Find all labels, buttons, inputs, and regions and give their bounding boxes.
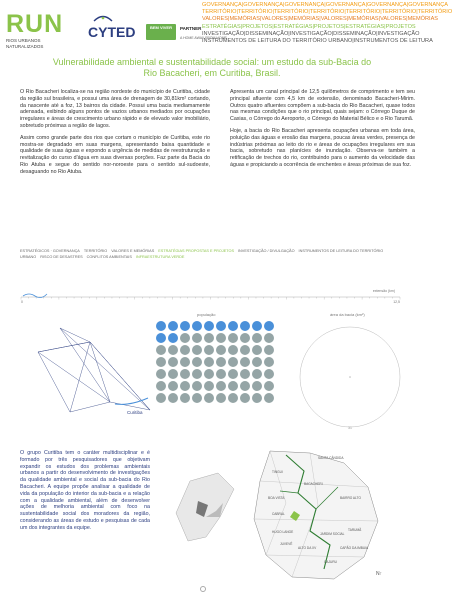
population-dot bbox=[180, 333, 190, 343]
population-dot bbox=[216, 321, 226, 331]
population-dot bbox=[204, 393, 214, 403]
district-label: HUGO LANGE bbox=[272, 530, 294, 534]
population-dot bbox=[192, 333, 202, 343]
population-dot bbox=[264, 321, 274, 331]
district-label: BACACHERI bbox=[304, 482, 323, 486]
basin-network-diagram bbox=[30, 322, 165, 422]
population-dot bbox=[180, 393, 190, 403]
category-nav-item[interactable]: ESTRATÉGICOS · GOVERNANÇA bbox=[20, 249, 80, 253]
population-dot bbox=[180, 357, 190, 367]
population-dot bbox=[192, 321, 202, 331]
cyted-logo: CYTED bbox=[88, 24, 136, 40]
population-dot bbox=[168, 393, 178, 403]
population-dot bbox=[204, 345, 214, 355]
category-nav-row-2 bbox=[20, 255, 188, 259]
category-nav-item[interactable]: INSTRUMENTOS DE LEITURA DO TERRITÓRIO bbox=[298, 249, 384, 253]
population-dot bbox=[252, 381, 262, 391]
population-dot bbox=[204, 333, 214, 343]
category-nav-item[interactable]: INFRAESTRUTURA VERDE bbox=[135, 255, 185, 259]
group-paragraph: O grupo Curitiba tem o caráter multidisciplinar e é formado por três pesquisadores que objetivam expandir os estudos dos problemas ambientais urbanos a partir do desenvolvimento de investigações da qualidade ambiental e social da sub-bacia do Rio Bacacheri. A equipe propõe analisar a qualidade de vida da população do interior da sub-bacia e a relação com a qualidade ambiental, além de desenvolver ações de melhoria ambiental com foco na sustentabilidade social dos moradores da região, considerando as áreas de estudo e pesquisas de cada um dos integrantes da equipe. bbox=[20, 450, 150, 531]
category-nav-item[interactable]: RISCO DE DESASTRES bbox=[40, 255, 83, 259]
population-dot bbox=[240, 345, 250, 355]
page-title bbox=[10, 57, 414, 79]
state-outline bbox=[176, 473, 234, 541]
category-nav-item[interactable]: CONFLITOS AMBIENTAIS bbox=[86, 255, 132, 259]
population-label: população bbox=[197, 312, 216, 317]
population-dot bbox=[252, 369, 262, 379]
population-dot bbox=[156, 321, 166, 331]
population-dot bbox=[180, 345, 190, 355]
population-dot bbox=[252, 357, 262, 367]
population-dot bbox=[240, 393, 250, 403]
intro-paragraph-4: Hoje, a bacia do Rio Bacacheri apresenta ocupações urbanas em toda área, poluição das águas e erosão das margens, poucas áreas verdes, presença de indústrias próximas ao leito do rio e áreas de ocupações irregulares em sua bacia, sobretudo nas planícies de inundação. Observa-se também a retificação de trechos do rio, contribuindo para o aumento da velocidade das águas e propiciando a ocorrência de enchentes e áreas próximas de sua foz. bbox=[230, 127, 415, 168]
population-dot bbox=[240, 321, 250, 331]
population-dot bbox=[252, 333, 262, 343]
district-label: TARUMÃ bbox=[348, 528, 362, 532]
population-dot bbox=[156, 393, 166, 403]
population-dot bbox=[228, 381, 238, 391]
category-nav-item[interactable]: TERRITÓRIO bbox=[83, 249, 108, 253]
district-label: JARDIM SOCIAL bbox=[320, 532, 345, 536]
river-length-scale bbox=[15, 268, 410, 304]
intro-paragraph-1: O Rio Bacacheri localiza-se na região nordeste do município de Curitiba, cidade da região sul brasileira, e possui uma área de drenagem de 30,81km² cortando, da nascente até a foz, 13 bairros da cidade. Possui uma bacia mediamamente adensada, exibindo alguns pontos de vazios urbanos mediados por ocupações irregulares e áreas de crescimento urbano rápido e de elevado valor imobiliário, sobretudo próximas a região de lagos. bbox=[20, 89, 210, 129]
district-label: BOA VISTA bbox=[268, 496, 285, 500]
population-dot bbox=[156, 369, 166, 379]
population-dot bbox=[180, 321, 190, 331]
population-dot bbox=[228, 321, 238, 331]
category-nav-item[interactable]: URBANO bbox=[20, 255, 37, 259]
theme-tag-line: ESTRATÉGIAS|PROJETOS|ESTRATÉGIAS|PROJETOS|ESTRATÉGIAS|PROJETOS bbox=[202, 23, 416, 30]
bem-viver-logo: BEM VIVER bbox=[146, 24, 176, 40]
population-dot-grid bbox=[155, 320, 280, 422]
theme-tag-line: TERRITÓRIO|TERRITÓRIO|TERRITÓRIO|TERRITÓRIO|TERRITÓRIO|TERRITÓRIO|TERRITÓRIO bbox=[202, 9, 452, 16]
district-label: TINGUI bbox=[272, 470, 283, 474]
theme-tag-line: VALORES|MEMÓRIAS|VALORES|MEMÓRIAS|VALORES|MEMÓRIAS|VALORES|MEMÓRIAS bbox=[202, 16, 439, 23]
population-dot bbox=[204, 357, 214, 367]
population-dot bbox=[216, 345, 226, 355]
population-dot bbox=[216, 381, 226, 391]
population-dot bbox=[252, 393, 262, 403]
run-logo: RUN bbox=[6, 10, 64, 38]
population-dot bbox=[228, 345, 238, 355]
population-dot bbox=[228, 357, 238, 367]
population-dot bbox=[264, 369, 274, 379]
population-dot bbox=[156, 333, 166, 343]
cyted-logo-mark-icon bbox=[92, 14, 114, 23]
basin-map bbox=[168, 445, 418, 585]
population-dot bbox=[192, 393, 202, 403]
theme-tag-lines bbox=[202, 2, 452, 45]
population-dot bbox=[264, 333, 274, 343]
partner-logo-subtitle: A HOME AWAY FROM HOME bbox=[180, 36, 227, 40]
population-dot bbox=[240, 369, 250, 379]
population-dot bbox=[192, 357, 202, 367]
theme-tag-line: INVESTIGAÇÃO|DISSEMINAÇÃO|INVESTIGAÇÃO|DISSEMINAÇÃO|INVESTIGAÇÃO bbox=[202, 30, 420, 37]
district-label: CAPÃO DA IMBUIA bbox=[340, 546, 369, 550]
theme-tag-line: INSTRUMENTOS DE LEITURA DO TERRITÓRIO URBANO|INSTRUMENTOS DE LEITURA bbox=[202, 38, 433, 45]
run-logo-subtitle: RIOS URBANOS NATURALIZADOS bbox=[6, 38, 44, 49]
district-label: JUVEVÊ bbox=[280, 542, 293, 546]
intro-column-right bbox=[230, 89, 415, 174]
population-dot bbox=[168, 345, 178, 355]
area-center-dot bbox=[349, 376, 351, 378]
district-label: SANTA CÂNDIDA bbox=[318, 456, 344, 460]
theme-tag-line: GOVERNANÇA|GOVERNANÇA|GOVERNANÇA|GOVERNANÇA|GOVERNANÇA|GOVERNANÇA bbox=[202, 2, 448, 8]
population-dot bbox=[204, 381, 214, 391]
population-dot bbox=[252, 321, 262, 331]
population-dot bbox=[228, 369, 238, 379]
population-dot bbox=[252, 345, 262, 355]
category-nav-row-1 bbox=[20, 249, 387, 253]
population-dot bbox=[168, 381, 178, 391]
area-label: área da bacia (km²) bbox=[330, 312, 365, 317]
population-dot bbox=[228, 393, 238, 403]
population-dot bbox=[180, 381, 190, 391]
population-dot bbox=[216, 369, 226, 379]
group-description bbox=[20, 450, 150, 537]
population-dot bbox=[264, 357, 274, 367]
district-label: ALTO DA XV bbox=[298, 546, 317, 550]
population-dot bbox=[180, 369, 190, 379]
population-dot bbox=[216, 333, 226, 343]
population-dot bbox=[240, 381, 250, 391]
category-nav-item[interactable]: ESTRATÉGIAS PROPOSTAS E PROJETOS bbox=[158, 249, 234, 253]
population-dot bbox=[192, 369, 202, 379]
page-indicator-dot bbox=[200, 586, 206, 592]
intro-paragraph-2: Assim como grande parte dos rios que cortam o município de Curitiba, este rio mostra-se degradado em suas margens, apresentando baixa quantidade e qualidade de suas águas e expondo a urgência de medidas de reestruturação e revitalização do curso d'água em suas diversas porções. Faz parte da Bacia do Rio Atuba e segue do sentido nor-noroeste para o sentido sul-sudoeste, desaguando no Rio Atuba. bbox=[20, 134, 210, 175]
population-dot bbox=[156, 345, 166, 355]
population-dot bbox=[168, 321, 178, 331]
scale-label: extensão (km) bbox=[372, 289, 395, 293]
population-dot bbox=[204, 321, 214, 331]
population-dot bbox=[204, 369, 214, 379]
intro-paragraph-3: Apresenta um canal principal de 12,5 quilômetros de comprimento e tem seu principal afluente com 4,5 km de extensão, denominado Bacacheri-Mirim. Outros quatro afluentes compõem a sub-bacia do Rio Bacacheri, quase todos nas mesmas condições que o rio principal, quais sejam: o Córrego Duque de Caxias, o Córrego do Aeroporto, o Córrego do Material Bélico e o Rio Tarumã. bbox=[230, 89, 415, 123]
area-value: 31 bbox=[348, 426, 352, 430]
population-dot bbox=[168, 369, 178, 379]
population-dot bbox=[192, 381, 202, 391]
district-label: CABRAL bbox=[272, 512, 285, 516]
population-dot bbox=[168, 333, 178, 343]
population-dot bbox=[240, 357, 250, 367]
scale-ticks bbox=[21, 297, 400, 300]
district-label: BAIRRO ALTO bbox=[340, 496, 361, 500]
population-dot bbox=[156, 381, 166, 391]
map-city-label: Curitiba bbox=[127, 410, 143, 415]
population-dot bbox=[156, 357, 166, 367]
scale-end-label: 12,5 bbox=[393, 300, 400, 304]
category-nav-item[interactable]: INVESTIGAÇÃO / DIVULGAÇÃO bbox=[238, 249, 295, 253]
scale-start-label: 0 bbox=[21, 300, 23, 304]
intro-column-left bbox=[20, 89, 210, 181]
partner-logo: PARTNER bbox=[180, 26, 202, 31]
districts-map bbox=[254, 451, 378, 579]
population-dot bbox=[264, 345, 274, 355]
page-title-line1: Vulnerabilidade ambiental e sustentabilidade social: um estudo da sub-Bacia do bbox=[52, 57, 372, 67]
population-dot bbox=[228, 333, 238, 343]
population-dot bbox=[216, 393, 226, 403]
population-dot bbox=[240, 333, 250, 343]
population-dot bbox=[264, 381, 274, 391]
north-arrow-icon: N↑ bbox=[376, 571, 383, 577]
population-dot bbox=[264, 393, 274, 403]
population-dot bbox=[192, 345, 202, 355]
population-dot bbox=[216, 357, 226, 367]
basin-area-circle bbox=[295, 322, 405, 432]
population-dot bbox=[168, 357, 178, 367]
district-label: CAJURU bbox=[324, 560, 337, 564]
category-nav-item[interactable]: VALORES E MEMÓRIAS bbox=[111, 249, 155, 253]
page-title-line2: Rio Bacacheri, em Curitiba, Brasil. bbox=[143, 68, 281, 78]
